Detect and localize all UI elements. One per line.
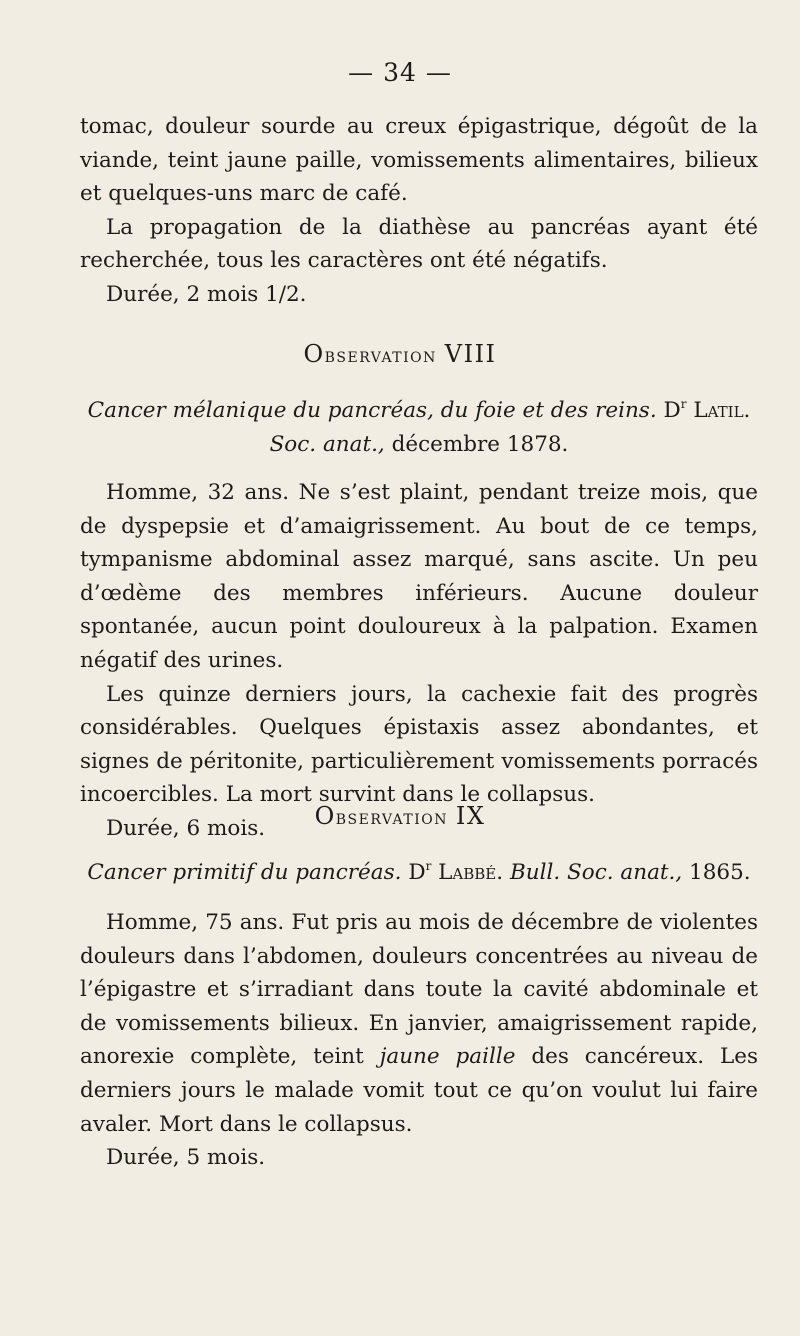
paragraph: Homme, 75 ans. Fut pris au mois de décembre de violentes douleurs dans l’abdomen, douleurs concentrées au niveau de l’épigastre et s’irradiant dans toute la cavité abdominale et de vomissements bilieux. En janvier, amaigrissement rapide, anorexie complète, teint jaune paille des cancéreux. Les derniers jours le malade vomit tout ce qu’on voulut lui faire avaler. Mort dans le collapsus. xyxy=(80,910,758,1137)
paragraph: La propagation de la diathèse au pancréas ayant été recherchée, tous les caractères ont été négatifs. xyxy=(80,214,758,274)
observation-body-ix xyxy=(80,906,758,1175)
duration-line: Durée, 5 mois. xyxy=(106,1145,266,1171)
observation-title-ix: Cancer primitif du pancréas. $D^r$ Labbé. Bull. Soc. anat., 1865. xyxy=(87,859,751,885)
observation-body-viii xyxy=(80,476,758,846)
continuation-text xyxy=(80,110,758,312)
duration-line: Durée, 6 mois. xyxy=(106,815,266,841)
duration-line: Durée, 2 mois 1/2. xyxy=(106,281,307,307)
paragraph: Homme, 32 ans. Ne s’est plaint, pendant treize mois, que de dyspepsie et d’amaigrissement. Au bout de ce temps, tympanisme abdominal assez marqué, sans ascite. Un peu d’œdème des membres inférieurs. Aucune douleur spontanée, aucun point douloureux à la palpation. Examen négatif des urines. xyxy=(80,480,758,673)
page-number: — 34 — xyxy=(348,58,452,87)
paragraph: tomac, douleur sourde au creux épigastrique, dégoût de la viande, teint jaune paille, vomissements alimentaires, bilieux et quelques-uns marc de café. xyxy=(80,114,758,207)
observation-heading-ix: Observation IX xyxy=(314,802,486,830)
paragraph: Les quinze derniers jours, la cachexie fait des progrès considérables. Quelques épistaxis assez abondantes, et signes de péritonite, particulièrement vomissements porracés incoercibles. La mort survint dans le collapsus. xyxy=(80,681,758,808)
observation-title-viii: Cancer mélanique du pancréas, du foie et des reins. $D^r$ Latil. Soc. anat., décembre 1878. xyxy=(87,397,751,457)
observation-heading-viii: Observation VIII xyxy=(303,340,497,368)
